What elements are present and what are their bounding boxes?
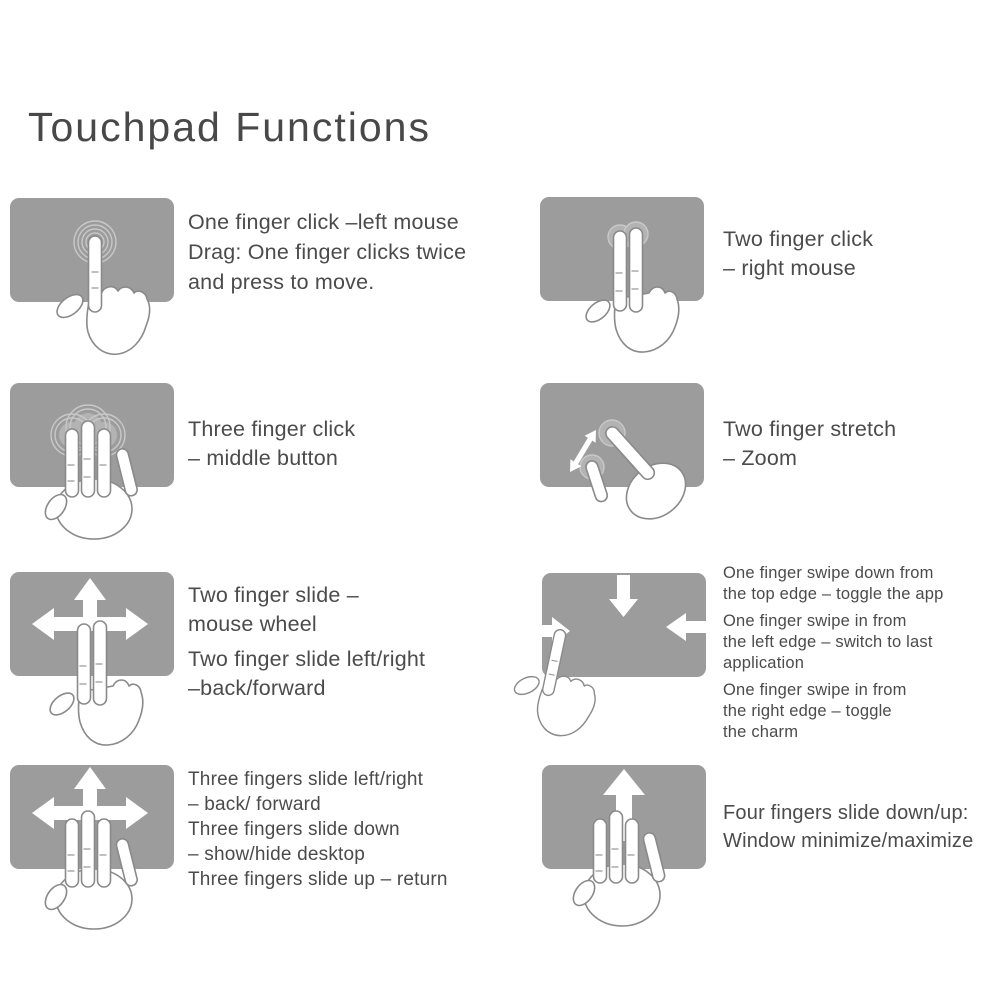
- two-finger-slide-description: [188, 575, 425, 703]
- two-finger-click-description: [723, 219, 873, 282]
- two-finger-stretch-description: [723, 409, 896, 472]
- two-finger-slide-illustration: [0, 568, 198, 778]
- text-line: the right edge – toggle: [723, 702, 892, 720]
- text-line: Three fingers slide down: [188, 819, 400, 840]
- three-finger-click-description: [188, 409, 355, 472]
- text-line: Three fingers slide left/right: [188, 769, 424, 790]
- text-line: the top edge – toggle the app: [723, 585, 944, 603]
- text-line: One finger click –left mouse: [188, 210, 459, 234]
- edge-swipe-description: [723, 557, 944, 743]
- text-line: – middle button: [188, 445, 339, 470]
- text-line: Two finger click: [723, 227, 874, 251]
- text-line: One finger swipe in from: [723, 681, 907, 699]
- text-line: Drag: One finger clicks twice: [188, 240, 467, 264]
- text-line: Window minimize/maximize: [723, 830, 974, 852]
- text-line: Two finger slide –: [188, 583, 359, 607]
- text-line: One finger swipe in from: [723, 612, 907, 630]
- text-line: Three fingers slide up – return: [188, 869, 448, 890]
- four-finger-slide-illustration: [530, 761, 730, 971]
- three-finger-slide-description: [188, 761, 448, 892]
- text-line: – back/ forward: [188, 794, 321, 815]
- text-line: –back/forward: [188, 676, 326, 700]
- three-finger-click-illustration: [0, 379, 198, 579]
- text-line: and press to move.: [188, 270, 375, 294]
- text-line: the left edge – switch to last: [723, 633, 933, 651]
- text-line: mouse wheel: [188, 612, 317, 636]
- text-line: application: [723, 654, 805, 672]
- two-finger-click-illustration: [528, 193, 728, 393]
- one-finger-click-illustration: [0, 194, 198, 394]
- text-line: One finger swipe down from: [723, 564, 934, 582]
- three-finger-slide-illustration: [0, 761, 198, 971]
- text-line: Two finger stretch: [723, 417, 897, 441]
- text-line: Four fingers slide down/up:: [723, 802, 969, 824]
- edge-swipe-illustration: [530, 569, 730, 779]
- four-finger-slide-description: [723, 793, 973, 855]
- text-line: – right mouse: [723, 255, 856, 280]
- one-finger-click-description: [188, 201, 466, 297]
- text-line: – Zoom: [723, 445, 798, 470]
- page-title: Touchpad Functions: [28, 104, 431, 150]
- two-finger-stretch-illustration: [528, 379, 728, 579]
- text-line: Two finger slide left/right: [188, 647, 426, 671]
- text-line: the charm: [723, 723, 799, 741]
- text-line: – show/hide desktop: [188, 844, 366, 865]
- text-line: Three finger click: [188, 417, 356, 441]
